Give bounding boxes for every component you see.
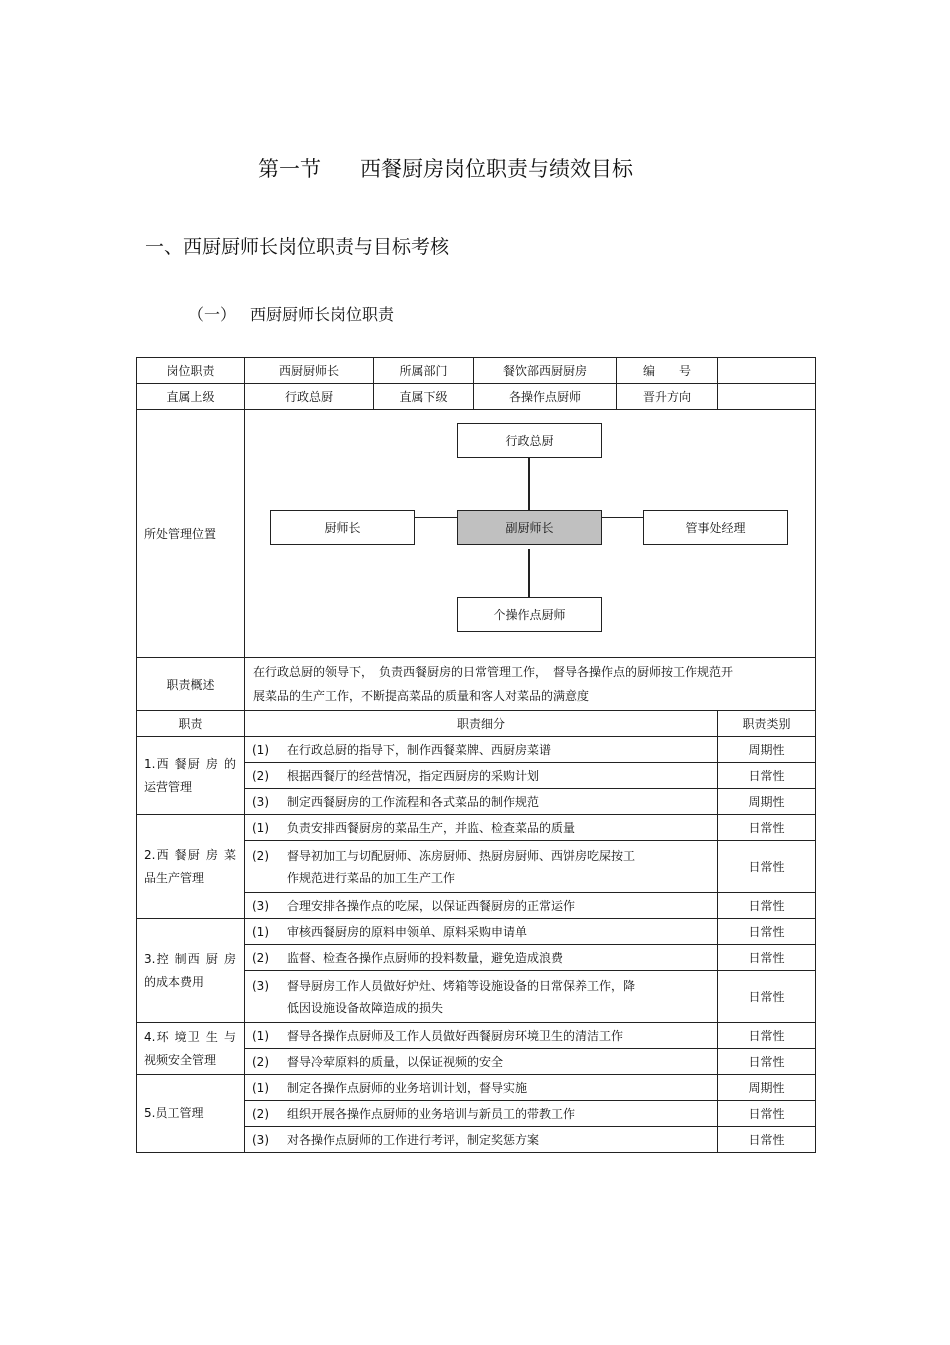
item-text: 合理安排各操作点的吃屎，以保证西餐厨房的正常运作 bbox=[287, 898, 576, 913]
sub-subsection-text: 西厨厨师长岗位职责 bbox=[250, 305, 395, 324]
duty-type-cell: 日常性 bbox=[718, 971, 816, 1023]
duty-detail-cell bbox=[245, 1075, 718, 1101]
duty-detail-cell bbox=[245, 919, 718, 945]
item-number: (1) bbox=[252, 820, 269, 835]
duty-group-line: 运营管理 bbox=[144, 779, 193, 794]
summary-text bbox=[245, 658, 816, 711]
duty-type-cell: 周期性 bbox=[718, 1075, 816, 1101]
org-node-station-cooks: 个操作点厨师 bbox=[457, 597, 602, 632]
item-number: (1) bbox=[252, 1028, 269, 1043]
item-text: 督导冷荤原料的质量，以保证视频的安全 bbox=[287, 1054, 504, 1069]
item-number: (2) bbox=[252, 848, 269, 863]
item-text: 督导各操作点厨师及工作人员做好西餐厨房环境卫生的清洁工作 bbox=[287, 1028, 624, 1043]
section-title: 西餐厨房岗位职责与绩效目标 bbox=[360, 157, 633, 181]
duty-detail-cell bbox=[245, 815, 718, 841]
duty-group-line: 4.环 境卫 生 与 bbox=[144, 1029, 236, 1044]
info-cell: 餐饮部西厨厨房 bbox=[474, 358, 617, 384]
duty-type-cell: 日常性 bbox=[718, 1049, 816, 1075]
item-number: (2) bbox=[252, 1054, 269, 1069]
duty-group-line: 视频安全管理 bbox=[144, 1052, 217, 1067]
duty-type-cell: 日常性 bbox=[718, 945, 816, 971]
item-text: 负责安排西餐厨房的菜品生产，并监、检查菜品的质量 bbox=[287, 820, 576, 835]
table-row bbox=[137, 1023, 816, 1049]
item-text: 审核西餐厨房的原料申领单、原料采购申请单 bbox=[287, 924, 528, 939]
summary-line: 在行政总厨的领导下， 负责西餐厨房的日常管理工作， 督导各操作点的厨师按工作规范开 bbox=[253, 665, 734, 679]
item-number: (3) bbox=[252, 898, 269, 913]
item-text: 在行政总厨的指导下，制作西餐菜牌、西厨房菜谱 bbox=[287, 742, 552, 757]
item-number: (2) bbox=[252, 1106, 269, 1121]
duty-type-cell: 日常性 bbox=[718, 919, 816, 945]
info-cell: 直属下级 bbox=[374, 384, 474, 410]
duty-detail-cell bbox=[245, 971, 718, 1023]
item-text: 督导厨房工作人员做好炉灶、烤箱等设施设备的日常保养工作，降 bbox=[287, 978, 636, 993]
duty-group-cell bbox=[137, 815, 245, 919]
item-text: 组织开展各操作点厨师的业务培训与新员工的带教工作 bbox=[287, 1106, 576, 1121]
section-number: 第一节 bbox=[258, 157, 321, 181]
duty-group-line: 5.员工管理 bbox=[144, 1106, 204, 1120]
item-number: (3) bbox=[252, 978, 269, 993]
info-cell: 直属上级 bbox=[137, 384, 245, 410]
duty-detail-cell bbox=[245, 1023, 718, 1049]
table-row bbox=[137, 1075, 816, 1101]
summary-line: 展菜品的生产工作，不断提高菜品的质量和客人对菜品的满意度 bbox=[253, 689, 590, 703]
info-cell: 所属部门 bbox=[374, 358, 474, 384]
position-row bbox=[137, 410, 816, 658]
duty-type-cell: 周期性 bbox=[718, 789, 816, 815]
duty-type-cell: 周期性 bbox=[718, 737, 816, 763]
info-cell bbox=[718, 358, 816, 384]
table-header-row bbox=[137, 711, 816, 737]
info-cell: 晋升方向 bbox=[617, 384, 718, 410]
duty-group-cell bbox=[137, 919, 245, 1023]
item-text: 制定西餐厨房的工作流程和各式菜品的制作规范 bbox=[287, 794, 540, 809]
summary-label: 职责概述 bbox=[137, 658, 245, 711]
duty-group-line: 3.控 制西 厨 房 bbox=[144, 951, 236, 966]
job-description-table bbox=[136, 357, 816, 1153]
duty-type-cell: 日常性 bbox=[718, 1127, 816, 1153]
info-cell: 编 号 bbox=[617, 358, 718, 384]
item-text: 作规范进行菜品的加工生产工作 bbox=[287, 870, 456, 885]
info-row bbox=[137, 384, 816, 410]
header-type: 职责类别 bbox=[718, 711, 816, 737]
duty-detail-cell bbox=[245, 789, 718, 815]
header-detail: 职责细分 bbox=[245, 711, 718, 737]
info-cell bbox=[718, 384, 816, 410]
info-cell: 各操作点厨师 bbox=[474, 384, 617, 410]
item-number: (3) bbox=[252, 1132, 269, 1147]
org-chart bbox=[245, 411, 815, 657]
item-number: (3) bbox=[252, 794, 269, 809]
connector-line bbox=[528, 549, 530, 599]
duty-type-cell: 日常性 bbox=[718, 815, 816, 841]
item-text: 制定各操作点厨师的业务培训计划，督导实施 bbox=[287, 1080, 528, 1095]
duty-group-line: 2.西 餐厨 房 菜 bbox=[144, 847, 236, 862]
table-row bbox=[137, 815, 816, 841]
item-number: (2) bbox=[252, 950, 269, 965]
duty-group-cell bbox=[137, 1075, 245, 1153]
header-duty: 职责 bbox=[137, 711, 245, 737]
item-number: (1) bbox=[252, 1080, 269, 1095]
duty-detail-cell bbox=[245, 841, 718, 893]
duty-type-cell: 日常性 bbox=[718, 841, 816, 893]
duty-detail-cell bbox=[245, 737, 718, 763]
info-cell: 西厨厨师长 bbox=[245, 358, 374, 384]
item-text: 根据西餐厅的经营情况，指定西厨房的采购计划 bbox=[287, 768, 540, 783]
duty-group-line: 品生产管理 bbox=[144, 870, 205, 885]
duty-group-cell bbox=[137, 1023, 245, 1075]
org-chart-cell bbox=[245, 410, 816, 658]
duty-type-cell: 日常性 bbox=[718, 1023, 816, 1049]
duty-detail-cell bbox=[245, 945, 718, 971]
item-number: (2) bbox=[252, 768, 269, 783]
position-label: 所处管理位置 bbox=[137, 410, 245, 658]
org-node-executive-chef: 行政总厨 bbox=[457, 423, 602, 458]
duty-detail-cell bbox=[245, 1127, 718, 1153]
duty-detail-cell bbox=[245, 1049, 718, 1075]
org-node-steward-manager: 管事处经理 bbox=[643, 510, 788, 545]
summary-row bbox=[137, 658, 816, 711]
item-number: (1) bbox=[252, 924, 269, 939]
sub-subsection-number: （一） bbox=[188, 305, 237, 324]
table-row bbox=[137, 737, 816, 763]
subsection-heading: 一、西厨厨师长岗位职责与目标考核 bbox=[145, 236, 450, 258]
item-text: 低因设施设备故障造成的损失 bbox=[287, 1000, 444, 1015]
org-node-sous-chef: 副厨师长 bbox=[457, 510, 602, 545]
item-text: 监督、检查各操作点厨师的投料数量，避免造成浪费 bbox=[287, 950, 564, 965]
duty-type-cell: 日常性 bbox=[718, 1101, 816, 1127]
duty-type-cell: 日常性 bbox=[718, 893, 816, 919]
duty-detail-cell bbox=[245, 893, 718, 919]
duty-detail-cell bbox=[245, 1101, 718, 1127]
duty-detail-cell bbox=[245, 763, 718, 789]
info-cell: 岗位职责 bbox=[137, 358, 245, 384]
item-text: 对各操作点厨师的工作进行考评，制定奖惩方案 bbox=[287, 1132, 540, 1147]
info-row bbox=[137, 358, 816, 384]
info-cell: 行政总厨 bbox=[245, 384, 374, 410]
item-text: 督导初加工与切配厨师、冻房厨师、热厨房厨师、西饼房吃屎按工 bbox=[287, 848, 636, 863]
duty-group-line: 1.西 餐厨 房 的 bbox=[144, 756, 236, 771]
connector-line bbox=[528, 458, 530, 516]
duty-type-cell: 日常性 bbox=[718, 763, 816, 789]
duty-group-cell bbox=[137, 737, 245, 815]
org-node-chef: 厨师长 bbox=[270, 510, 415, 545]
duty-group-line: 的成本费用 bbox=[144, 974, 205, 989]
item-number: (1) bbox=[252, 742, 269, 757]
table-row bbox=[137, 919, 816, 945]
